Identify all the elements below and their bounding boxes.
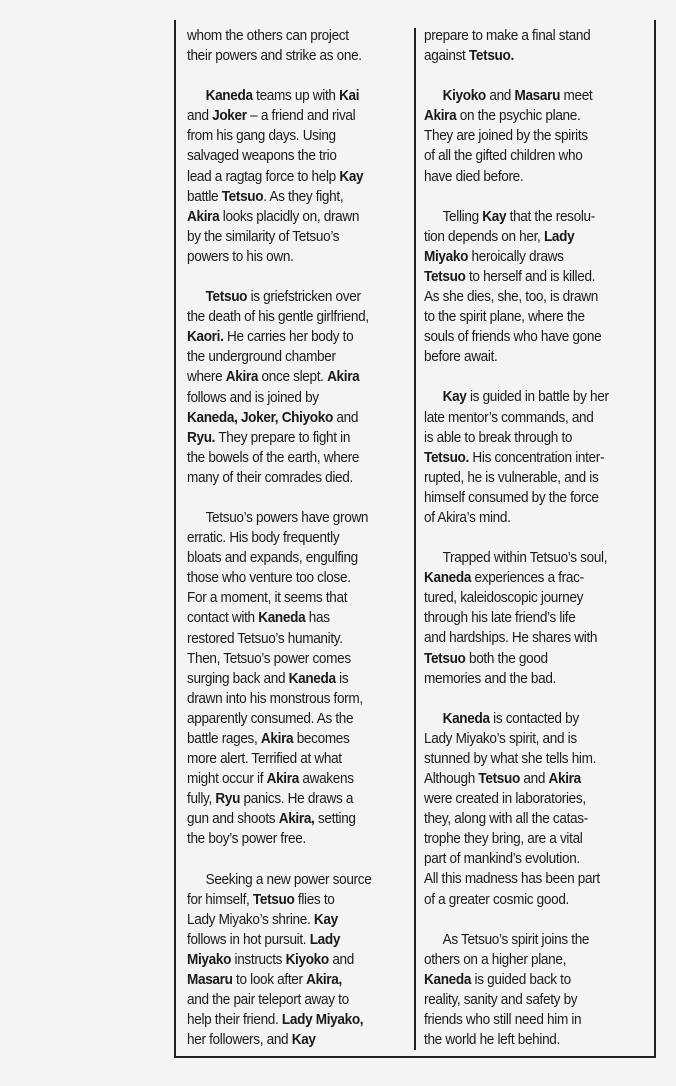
bold-name: Masaru xyxy=(514,88,561,105)
bold-name: Lady Miyako xyxy=(187,931,341,968)
text-run: Seeking a new power source for himself, xyxy=(187,871,372,908)
bold-name: Kay xyxy=(291,1032,316,1049)
bold-name: Kaori. xyxy=(187,329,224,346)
left-column xyxy=(187,26,408,1070)
paragraph xyxy=(424,207,657,368)
text-run: is drawn into his monstrous form, apparently consumed. As the battle rages, xyxy=(187,670,363,747)
paragraph xyxy=(187,26,408,66)
paragraph xyxy=(187,86,408,267)
bold-name: Kay xyxy=(482,208,507,225)
text-run: looks placidly on, drawn by the similarity of Tetsuo’s powers to his own. xyxy=(187,208,360,265)
paragraph xyxy=(424,709,657,910)
text-run: and xyxy=(332,951,354,968)
bold-name: Joker xyxy=(212,108,247,125)
bold-name: Akira xyxy=(327,369,360,386)
text-run: is guided in battle by her late mentor’s commands, and is able to break through to xyxy=(424,389,609,446)
text-run: Tetsuo’s powers have grown erratic. His body frequently bloats and expands, engulfing those who venture too close. For a moment, it seems that contact with xyxy=(187,509,369,627)
text-run: and xyxy=(336,409,359,426)
bold-name: Akira xyxy=(424,108,457,125)
bold-name: Akira xyxy=(266,771,299,788)
right-column xyxy=(424,26,657,1070)
bold-name: Masaru xyxy=(187,972,233,989)
bold-name: Kay xyxy=(442,389,467,406)
text-run: is guided back to reality, sanity and safety by friends who still need him in the world he left behind. xyxy=(424,971,582,1049)
text-run: her followers, and xyxy=(187,1032,289,1049)
bold-name: Kiyoko xyxy=(285,951,329,968)
bold-name: Akira, xyxy=(306,972,342,989)
text-run: instructs xyxy=(231,951,286,968)
text-run: meet xyxy=(563,88,593,105)
text-run: setting the boy’s power free. xyxy=(187,811,356,848)
text-run: to herself and is killed. As she dies, she, too, is drawn to the spirit plane, where the souls of friends who have gone before await. xyxy=(424,268,602,366)
text-run: follows and is joined by xyxy=(187,389,319,406)
bold-name: Tetsuo xyxy=(424,268,466,285)
bold-name: Akira xyxy=(548,771,581,787)
bold-name: Kaneda xyxy=(258,610,306,627)
bold-name: Akira xyxy=(187,208,220,225)
bold-name: Kaneda xyxy=(288,670,336,687)
text-run: once slept. xyxy=(258,369,328,386)
text-run: and xyxy=(485,88,515,105)
text-run: experiences a frac- tured, kaleidoscopic journey through his late friend’s life and hardships. He shares with xyxy=(424,570,598,647)
text-run: His concentration inter- rupted, he is vulnerable, and is himself consumed by the force of Akira’s mind. xyxy=(424,449,605,526)
paragraph xyxy=(424,26,657,66)
text-run: and xyxy=(187,108,209,125)
column-divider xyxy=(414,28,416,1050)
text-run: battle xyxy=(187,188,219,205)
bold-name: Tetsuo xyxy=(221,188,264,205)
paragraph xyxy=(187,870,408,1051)
bold-name: Tetsuo. xyxy=(424,449,469,466)
text-run: is contacted by Lady Miyako’s spirit, and is stunned by what she tells him. Although xyxy=(424,710,597,787)
bold-name: Lady Miyako xyxy=(424,228,575,265)
bold-name: Tetsuo xyxy=(252,891,295,908)
bold-name: Kaneda xyxy=(442,710,490,727)
text-run: flies to Lady Miyako’s shrine. xyxy=(187,891,335,928)
text-run: heroically draws xyxy=(471,248,564,265)
bold-name: Kay xyxy=(313,911,338,928)
text-run: to look after xyxy=(232,972,307,989)
text-run: becomes more alert. Terrified at what might occur if xyxy=(187,731,350,788)
bold-name: Kai xyxy=(339,88,360,105)
text-run: awakens fully, xyxy=(187,771,354,808)
text-run: is griefstricken over the death of his gentle girlfriend, xyxy=(187,289,369,326)
text-run: and xyxy=(519,771,549,787)
bold-name: Kaneda xyxy=(205,88,253,105)
text-run: and the pair teleport away to help their friend. xyxy=(187,992,349,1029)
text-run: has restored Tetsuo’s humanity. Then, Tetsuo’s power comes surging back and xyxy=(187,610,351,687)
text-run: whom the others can project their powers and strike as one. xyxy=(187,28,362,65)
text-run: . As they fight, xyxy=(263,188,344,205)
text-run: He carries her body to the underground chamber where xyxy=(187,329,354,386)
text-run: Telling xyxy=(442,208,483,225)
bold-name: Tetsuo xyxy=(478,771,520,787)
text-run: on the psychic plane. They are joined by the spirits of all the gifted children who have died before. xyxy=(424,108,588,185)
text-run: that the resolu- tion depends on her, xyxy=(424,208,595,245)
bold-name: Akira xyxy=(260,731,294,747)
bold-name: Tetsuo xyxy=(424,650,466,667)
bold-name: Tetsuo xyxy=(205,289,248,306)
paragraph xyxy=(424,387,657,528)
text-run: – a friend and rival from his gang days. Using salvaged weapons the trio lead a ragtag force to help xyxy=(187,108,356,185)
text-run: Trapped within Tetsuo’s soul, xyxy=(442,550,608,567)
text-run: prepare to make a final stand against xyxy=(424,28,591,65)
bold-name: Ryu. xyxy=(187,429,216,446)
bold-name: Lady Miyako, xyxy=(281,1012,364,1029)
paragraph xyxy=(424,930,657,1051)
bold-name: Akira xyxy=(225,369,259,386)
text-run: As Tetsuo’s spirit joins the others on a higher plane, xyxy=(424,931,590,968)
text-run: were created in laboratories, they, along with all the catas- trophe they bring, are a vital part of mankind’s evolution. All this madness has been part of a greater cosmic good. xyxy=(424,791,600,908)
bold-name: Ryu xyxy=(215,791,241,808)
bold-name: Kay xyxy=(339,168,364,185)
bold-name: Kiyoko xyxy=(442,88,486,105)
text-run: panics. He draws a gun and shoots xyxy=(187,791,354,828)
bold-name: Kaneda, Joker, Chiyoko xyxy=(187,409,333,426)
text-run: They prepare to fight in the bowels of the earth, where many of their comrades died. xyxy=(187,429,360,486)
paragraph xyxy=(424,86,657,186)
paragraph xyxy=(424,548,657,689)
text-run: both the good memories and the bad. xyxy=(424,650,556,687)
bold-name: Kaneda xyxy=(424,570,472,587)
text-run: follows in hot pursuit. xyxy=(187,931,307,948)
paragraph xyxy=(187,508,408,850)
bold-name: Akira, xyxy=(278,811,315,828)
bold-name: Tetsuo. xyxy=(468,48,514,65)
text-run: teams up with xyxy=(252,88,340,105)
paragraph xyxy=(187,287,408,488)
bold-name: Kaneda xyxy=(424,971,472,988)
